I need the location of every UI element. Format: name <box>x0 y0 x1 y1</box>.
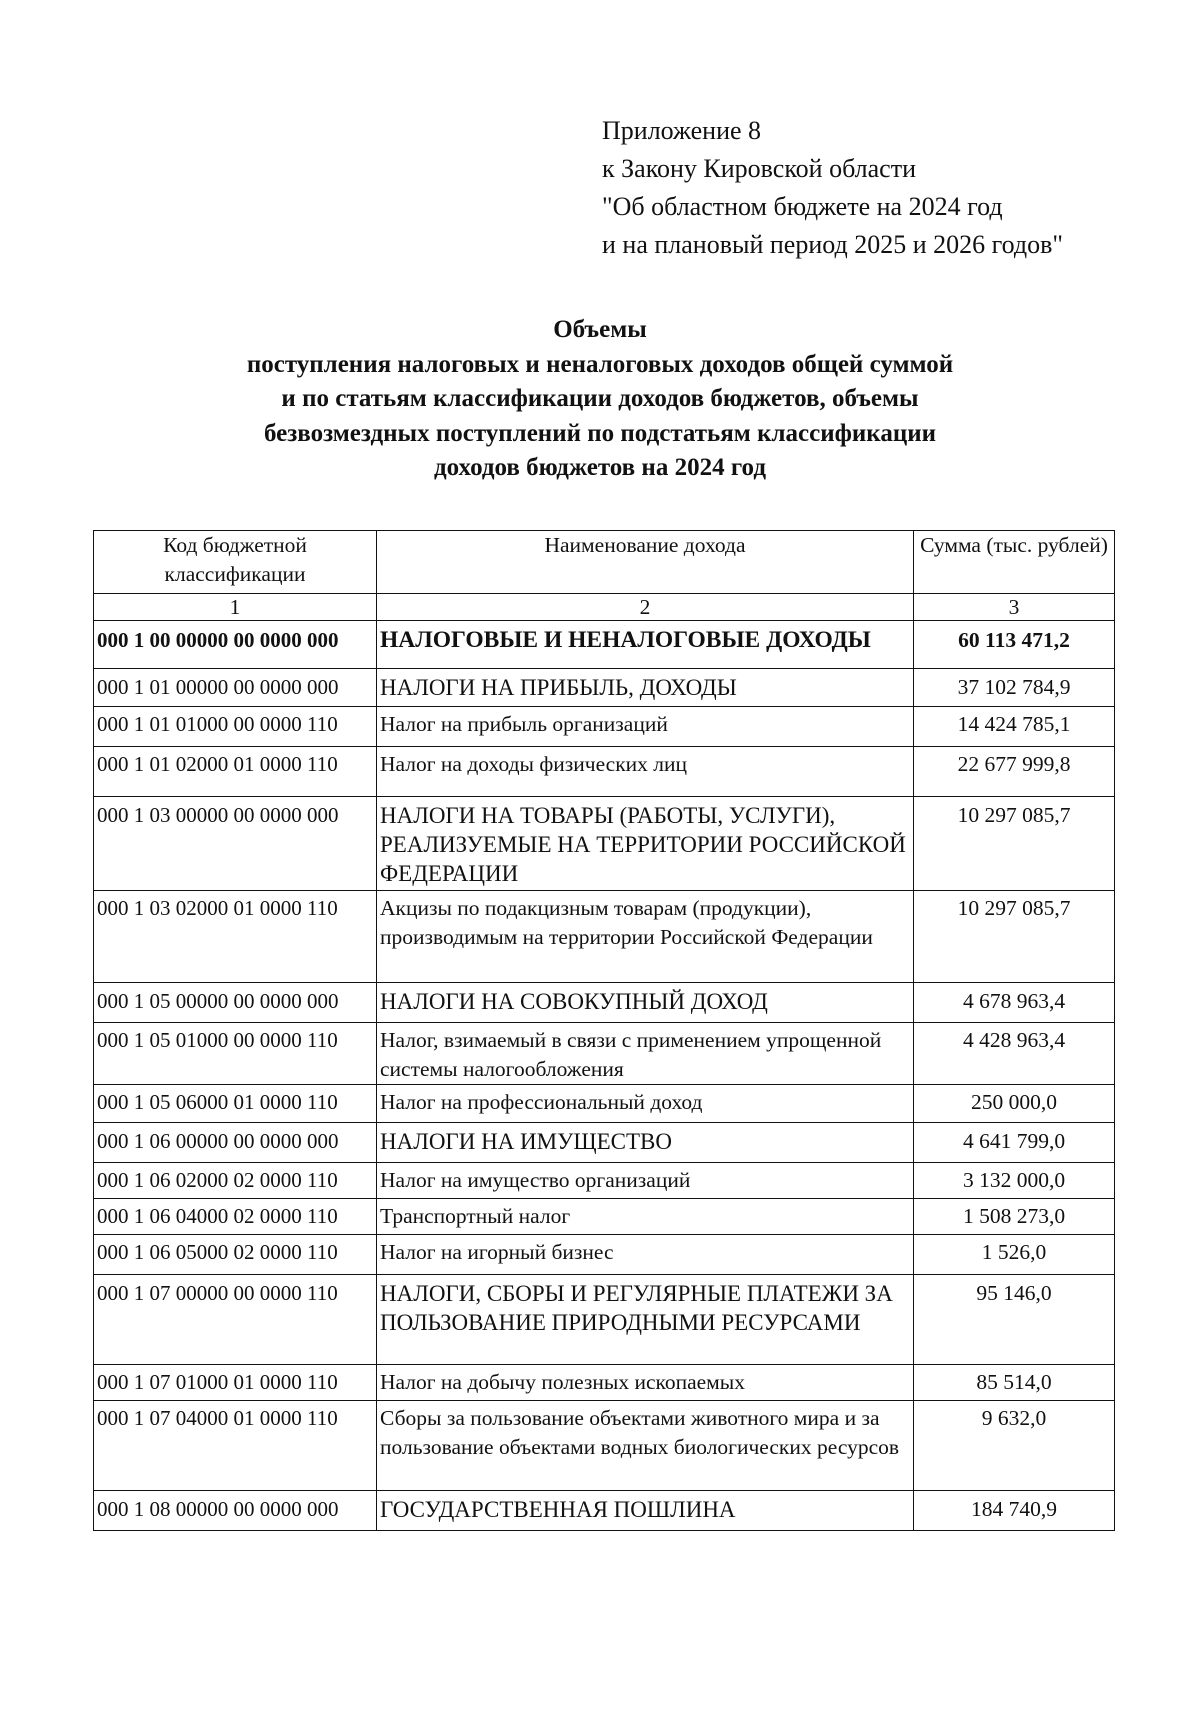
row-code: 000 1 08 00000 00 0000 000 <box>94 1491 377 1531</box>
row-sum: 95 146,0 <box>914 1275 1115 1365</box>
row-code: 000 1 06 00000 00 0000 000 <box>94 1123 377 1163</box>
header-name: Наименование дохода <box>377 531 914 594</box>
row-sum: 4 428 963,4 <box>914 1023 1115 1085</box>
row-code: 000 1 01 02000 01 0000 110 <box>94 747 377 797</box>
table-header-row <box>94 531 1115 594</box>
row-code: 000 1 03 02000 01 0000 110 <box>94 891 377 983</box>
column-number: 3 <box>914 594 1115 621</box>
row-sum: 1 508 273,0 <box>914 1199 1115 1235</box>
header-code: Код бюджетной классификации <box>94 531 377 594</box>
row-name: Налог, взимаемый в связи с применением упрощенной системы налогообложения <box>377 1023 914 1085</box>
title-line: поступления налоговых и неналоговых доходов общей суммой <box>246 350 954 378</box>
table-row <box>94 1199 1115 1235</box>
row-code: 000 1 07 01000 01 0000 110 <box>94 1365 377 1401</box>
row-sum: 37 102 784,9 <box>914 669 1115 707</box>
row-name: Налог на прибыль организаций <box>377 707 914 747</box>
row-sum: 184 740,9 <box>914 1491 1115 1531</box>
row-code: 000 1 01 01000 00 0000 110 <box>94 707 377 747</box>
row-name: НАЛОГИ НА ТОВАРЫ (РАБОТЫ, УСЛУГИ), РЕАЛИЗУЕМЫЕ НА ТЕРРИТОРИИ РОССИЙСКОЙ ФЕДЕРАЦИИ <box>377 797 914 891</box>
column-number: 2 <box>377 594 914 621</box>
row-sum: 1 526,0 <box>914 1235 1115 1275</box>
row-sum: 10 297 085,7 <box>914 797 1115 891</box>
table-row <box>94 1491 1115 1531</box>
column-number-row <box>94 594 1115 621</box>
table-row <box>94 1275 1115 1365</box>
title-line: Объемы <box>553 316 647 343</box>
row-code: 000 1 03 00000 00 0000 000 <box>94 797 377 891</box>
column-number: 1 <box>94 594 377 621</box>
row-sum: 4 678 963,4 <box>914 983 1115 1023</box>
table-row <box>94 1023 1115 1085</box>
table-row <box>94 707 1115 747</box>
row-name: Транспортный налог <box>377 1199 914 1235</box>
row-code: 000 1 05 01000 00 0000 110 <box>94 1023 377 1085</box>
appendix-line: Приложение 8 <box>602 116 762 145</box>
row-code: 000 1 06 04000 02 0000 110 <box>94 1199 377 1235</box>
row-code: 000 1 00 00000 00 0000 000 <box>94 621 377 669</box>
title-line: безвозмездных поступлений по подстатьям классификации <box>263 419 937 447</box>
table-row <box>94 1235 1115 1275</box>
row-name: Налог на доходы физических лиц <box>377 747 914 797</box>
row-code: 000 1 06 02000 02 0000 110 <box>94 1163 377 1199</box>
row-name: НАЛОГОВЫЕ И НЕНАЛОГОВЫЕ ДОХОДЫ <box>377 621 914 669</box>
row-sum: 14 424 785,1 <box>914 707 1115 747</box>
row-code: 000 1 05 06000 01 0000 110 <box>94 1085 377 1123</box>
table-row <box>94 1085 1115 1123</box>
table-row <box>94 669 1115 707</box>
row-code: 000 1 01 00000 00 0000 000 <box>94 669 377 707</box>
row-name: ГОСУДАРСТВЕННАЯ ПОШЛИНА <box>377 1491 914 1531</box>
row-name: Налог на добычу полезных ископаемых <box>377 1365 914 1401</box>
table-row <box>94 1123 1115 1163</box>
appendix-line: "Об областном бюджете на 2024 год <box>602 192 1003 221</box>
row-name: Налог на имущество организаций <box>377 1163 914 1199</box>
row-name: НАЛОГИ НА СОВОКУПНЫЙ ДОХОД <box>377 983 914 1023</box>
document-title <box>0 313 1200 486</box>
row-code: 000 1 05 00000 00 0000 000 <box>94 983 377 1023</box>
row-name: Сборы за пользование объектами животного мира и за пользование объектами водных биологических ресурсов <box>377 1401 914 1491</box>
header-sum: Сумма (тыс. рублей) <box>914 531 1115 594</box>
row-name: НАЛОГИ НА ПРИБЫЛЬ, ДОХОДЫ <box>377 669 914 707</box>
table-row <box>94 1365 1115 1401</box>
row-sum: 60 113 471,2 <box>914 621 1115 669</box>
appendix-line: к Закону Кировской области <box>602 154 916 183</box>
row-sum: 85 514,0 <box>914 1365 1115 1401</box>
row-code: 000 1 07 04000 01 0000 110 <box>94 1401 377 1491</box>
row-name: НАЛОГИ НА ИМУЩЕСТВО <box>377 1123 914 1163</box>
row-code: 000 1 06 05000 02 0000 110 <box>94 1235 377 1275</box>
row-name: НАЛОГИ, СБОРЫ И РЕГУЛЯРНЫЕ ПЛАТЕЖИ ЗА ПОЛЬЗОВАНИЕ ПРИРОДНЫМИ РЕСУРСАМИ <box>377 1275 914 1365</box>
row-sum: 10 297 085,7 <box>914 891 1115 983</box>
row-sum: 9 632,0 <box>914 1401 1115 1491</box>
table-row <box>94 621 1115 669</box>
table-row <box>94 1163 1115 1199</box>
row-sum: 3 132 000,0 <box>914 1163 1115 1199</box>
row-name: Налог на игорный бизнес <box>377 1235 914 1275</box>
row-name: Налог на профессиональный доход <box>377 1085 914 1123</box>
row-sum: 4 641 799,0 <box>914 1123 1115 1163</box>
row-sum: 22 677 999,8 <box>914 747 1115 797</box>
table-row <box>94 983 1115 1023</box>
income-table <box>93 530 1115 1531</box>
row-code: 000 1 07 00000 00 0000 110 <box>94 1275 377 1365</box>
title-line: доходов бюджетов на 2024 год <box>434 454 766 481</box>
row-sum: 250 000,0 <box>914 1085 1115 1123</box>
appendix-block <box>602 112 1063 264</box>
table-row <box>94 1401 1115 1491</box>
table-row <box>94 891 1115 983</box>
row-name: Акцизы по подакцизным товарам (продукции), производимым на территории Российской Федерации <box>377 891 914 983</box>
appendix-line: и на плановый период 2025 и 2026 годов" <box>602 230 1064 259</box>
title-line: и по статьям классификации доходов бюджетов, объемы <box>281 385 919 412</box>
table-row <box>94 747 1115 797</box>
table-row <box>94 797 1115 891</box>
